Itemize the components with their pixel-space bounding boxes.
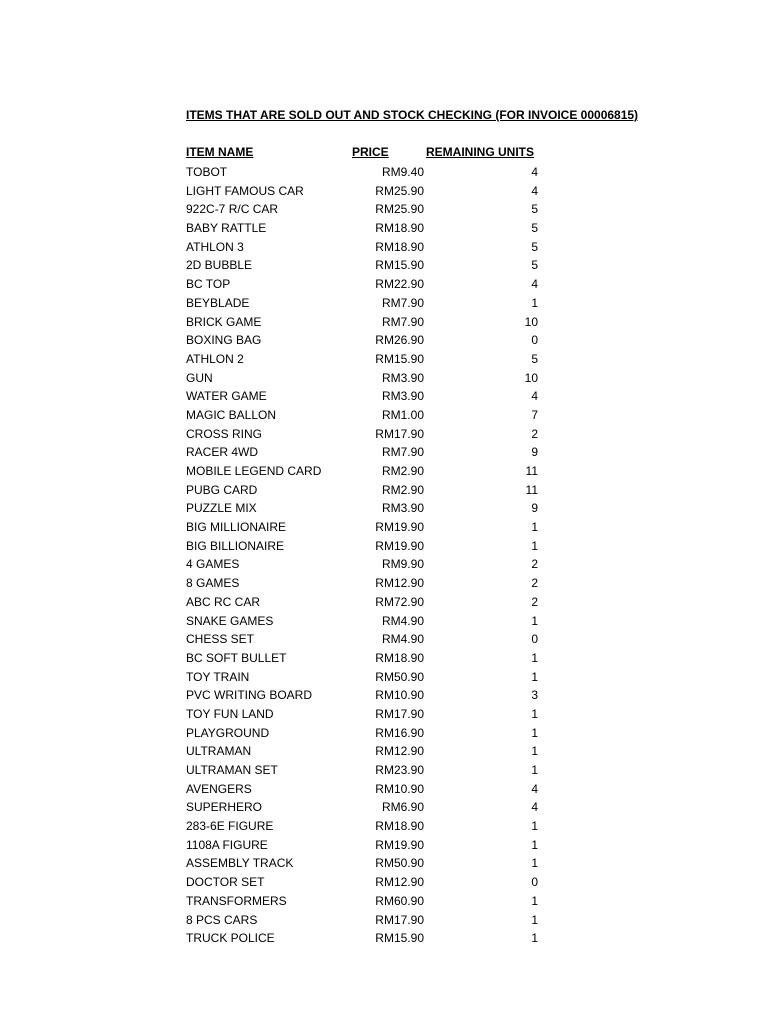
table-row xyxy=(186,612,546,631)
item-name-cell: BABY RATTLE xyxy=(186,221,267,236)
item-name-cell: SNAKE GAMES xyxy=(186,613,274,628)
price-cell: RM60.90 xyxy=(375,893,424,908)
price-cell: RM18.90 xyxy=(375,221,424,236)
price-cell: RM26.90 xyxy=(375,333,424,348)
price-cell: RM16.90 xyxy=(375,725,424,740)
table-row xyxy=(186,555,546,574)
price-cell: RM15.90 xyxy=(375,931,424,946)
price-cell: RM12.90 xyxy=(375,576,424,591)
remaining-units-cell: 5 xyxy=(531,202,538,217)
table-row xyxy=(186,836,546,855)
remaining-units-cell: 1 xyxy=(531,725,538,740)
remaining-units-cell: 1 xyxy=(531,912,538,927)
remaining-units-cell: 4 xyxy=(531,389,538,404)
remaining-units-cell: 1 xyxy=(531,669,538,684)
table-row xyxy=(186,387,546,406)
table-row xyxy=(186,574,546,593)
item-name-cell: BC TOP xyxy=(186,277,231,292)
price-cell: RM7.90 xyxy=(381,314,424,329)
document-title: ITEMS THAT ARE SOLD OUT AND STOCK CHECKING (FOR INVOICE 00006815) xyxy=(186,108,639,122)
table-row xyxy=(186,294,546,313)
price-cell: RM72.90 xyxy=(375,594,424,609)
item-name-cell: CROSS RING xyxy=(186,426,263,441)
item-name-cell: 4 GAMES xyxy=(186,557,240,572)
item-name-cell: MAGIC BALLON xyxy=(186,407,277,422)
remaining-units-cell: 5 xyxy=(531,351,538,366)
table-row xyxy=(186,256,546,275)
item-name-cell: CHESS SET xyxy=(186,632,255,647)
price-cell: RM19.90 xyxy=(375,538,424,553)
price-cell: RM12.90 xyxy=(375,875,424,890)
price-cell: RM18.90 xyxy=(375,819,424,834)
remaining-units-cell: 1 xyxy=(531,613,538,628)
price-cell: RM3.90 xyxy=(381,370,424,385)
table-row xyxy=(186,443,546,462)
remaining-units-cell: 0 xyxy=(531,632,538,647)
table-row xyxy=(186,630,546,649)
price-cell: RM19.90 xyxy=(375,520,424,535)
price-cell: RM19.90 xyxy=(375,837,424,852)
remaining-units-cell: 2 xyxy=(531,557,538,572)
item-name-cell: ATHLON 3 xyxy=(186,239,244,254)
item-name-cell: LIGHT FAMOUS CAR xyxy=(186,183,304,198)
table-header xyxy=(186,145,546,163)
price-cell: RM25.90 xyxy=(375,202,424,217)
table-row xyxy=(186,593,546,612)
item-name-cell: BIG MILLIONAIRE xyxy=(186,520,287,535)
remaining-units-cell: 1 xyxy=(531,819,538,834)
item-name-cell: TOY FUN LAND xyxy=(186,706,274,721)
remaining-units-cell: 1 xyxy=(531,706,538,721)
table-row xyxy=(186,705,546,724)
price-cell: RM22.90 xyxy=(375,277,424,292)
item-name-cell: BOXING BAG xyxy=(186,333,262,348)
table-row xyxy=(186,499,546,518)
table-row xyxy=(186,854,546,873)
item-name-cell: BIG BILLIONAIRE xyxy=(186,538,285,553)
item-name-cell: AVENGERS xyxy=(186,781,252,796)
item-name-cell: 2D BUBBLE xyxy=(186,258,253,273)
item-name-cell: ATHLON 2 xyxy=(186,351,244,366)
remaining-units-cell: 5 xyxy=(531,221,538,236)
remaining-units-cell: 0 xyxy=(531,875,538,890)
table-body xyxy=(186,163,546,948)
table-row xyxy=(186,761,546,780)
price-cell: RM4.90 xyxy=(381,632,424,647)
price-cell: RM6.90 xyxy=(381,800,424,815)
price-cell: RM15.90 xyxy=(375,258,424,273)
remaining-units-cell: 1 xyxy=(531,295,538,310)
table-row xyxy=(186,182,546,201)
remaining-units-cell: 1 xyxy=(531,744,538,759)
price-cell: RM9.40 xyxy=(381,165,424,179)
price-cell: RM17.90 xyxy=(375,706,424,721)
remaining-units-cell: 9 xyxy=(531,445,538,460)
item-name-cell: 8 GAMES xyxy=(186,576,240,591)
price-cell: RM12.90 xyxy=(375,744,424,759)
item-name-cell: SUPERHERO xyxy=(186,800,263,815)
item-name-cell: PLAYGROUND xyxy=(186,725,270,740)
table-row xyxy=(186,817,546,836)
price-cell: RM3.90 xyxy=(381,389,424,404)
item-name-cell: ABC RC CAR xyxy=(186,594,261,609)
table-row xyxy=(186,798,546,817)
remaining-units-cell: 0 xyxy=(531,333,538,348)
remaining-units-cell: 11 xyxy=(525,464,538,478)
table-row xyxy=(186,462,546,481)
remaining-units-cell: 2 xyxy=(531,426,538,441)
remaining-units-cell: 4 xyxy=(531,800,538,815)
item-name-cell: ASSEMBLY TRACK xyxy=(186,856,294,871)
price-cell: RM18.90 xyxy=(375,239,424,254)
remaining-units-cell: 1 xyxy=(531,837,538,852)
price-cell: RM7.90 xyxy=(381,445,424,460)
price-cell: RM25.90 xyxy=(375,183,424,198)
table-row xyxy=(186,892,546,911)
item-name-cell: 1108A FIGURE xyxy=(186,837,268,852)
item-name-cell: BEYBLADE xyxy=(186,295,250,310)
table-row xyxy=(186,649,546,668)
table-row xyxy=(186,780,546,799)
remaining-units-cell: 5 xyxy=(531,258,538,273)
price-cell: RM50.90 xyxy=(375,856,424,871)
remaining-units-cell: 4 xyxy=(531,277,538,292)
remaining-units-cell: 4 xyxy=(531,183,538,198)
price-cell: RM2.90 xyxy=(381,482,424,497)
item-name-cell: PUBG CARD xyxy=(186,482,258,497)
item-name-cell: PVC WRITING BOARD xyxy=(186,688,313,703)
column-header-item-name: ITEM NAME xyxy=(186,145,254,159)
table-row xyxy=(186,219,546,238)
remaining-units-cell: 1 xyxy=(531,893,538,908)
item-name-cell: 922C-7 R/C CAR xyxy=(186,202,279,217)
price-cell: RM23.90 xyxy=(375,763,424,777)
item-name-cell: PUZZLE MIX xyxy=(186,501,257,516)
price-cell: RM4.90 xyxy=(381,613,424,628)
table-row xyxy=(186,668,546,687)
remaining-units-cell: 1 xyxy=(531,538,538,553)
price-cell: RM3.90 xyxy=(381,501,424,516)
price-cell: RM2.90 xyxy=(381,464,424,478)
table-row xyxy=(186,369,546,388)
remaining-units-cell: 4 xyxy=(531,165,538,179)
item-name-cell: RACER 4WD xyxy=(186,445,259,460)
column-header-remaining-units: REMAINING UNITS xyxy=(426,145,534,159)
remaining-units-cell: 2 xyxy=(531,594,538,609)
table-row xyxy=(186,537,546,556)
remaining-units-cell: 5 xyxy=(531,239,538,254)
price-cell: RM17.90 xyxy=(375,426,424,441)
price-cell: RM7.90 xyxy=(381,295,424,310)
remaining-units-cell: 2 xyxy=(531,576,538,591)
table-row xyxy=(186,275,546,294)
table-row xyxy=(186,724,546,743)
table-row xyxy=(186,686,546,705)
table-row xyxy=(186,873,546,892)
table-row xyxy=(186,163,546,182)
remaining-units-cell: 4 xyxy=(531,781,538,796)
remaining-units-cell: 1 xyxy=(531,763,538,777)
item-name-cell: ULTRAMAN SET xyxy=(186,763,278,777)
price-cell: RM10.90 xyxy=(375,688,424,703)
item-name-cell: TOBOT xyxy=(186,165,228,179)
item-name-cell: ULTRAMAN xyxy=(186,744,252,759)
table-row xyxy=(186,742,546,761)
price-cell: RM18.90 xyxy=(375,650,424,665)
table-row xyxy=(186,350,546,369)
price-cell: RM1.00 xyxy=(381,407,424,422)
item-name-cell: 283-6E FIGURE xyxy=(186,819,274,834)
column-header-price: PRICE xyxy=(352,145,389,159)
item-name-cell: WATER GAME xyxy=(186,389,267,404)
price-cell: RM17.90 xyxy=(375,912,424,927)
table-row xyxy=(186,518,546,537)
table-row xyxy=(186,911,546,930)
remaining-units-cell: 10 xyxy=(524,370,538,385)
price-cell: RM50.90 xyxy=(375,669,424,684)
item-name-cell: BRICK GAME xyxy=(186,314,262,329)
item-name-cell: TRANSFORMERS xyxy=(186,893,287,908)
remaining-units-cell: 1 xyxy=(531,856,538,871)
remaining-units-cell: 9 xyxy=(531,501,538,516)
item-name-cell: GUN xyxy=(186,370,213,385)
price-cell: RM15.90 xyxy=(375,351,424,366)
item-name-cell: BC SOFT BULLET xyxy=(186,650,287,665)
item-name-cell: MOBILE LEGEND CARD xyxy=(186,464,322,478)
item-name-cell: DOCTOR SET xyxy=(186,875,265,890)
table-row xyxy=(186,331,546,350)
remaining-units-cell: 7 xyxy=(531,407,538,422)
price-cell: RM9.90 xyxy=(381,557,424,572)
item-name-cell: TOY TRAIN xyxy=(186,669,250,684)
table-row xyxy=(186,425,546,444)
item-name-cell: TRUCK POLICE xyxy=(186,931,275,946)
remaining-units-cell: 1 xyxy=(531,650,538,665)
remaining-units-cell: 1 xyxy=(531,520,538,535)
table-row xyxy=(186,406,546,425)
item-name-cell: 8 PCS CARS xyxy=(186,912,258,927)
remaining-units-cell: 11 xyxy=(525,482,538,497)
remaining-units-cell: 1 xyxy=(531,931,538,946)
table-row xyxy=(186,238,546,257)
price-cell: RM10.90 xyxy=(375,781,424,796)
table-row xyxy=(186,929,546,948)
remaining-units-cell: 10 xyxy=(524,314,538,329)
table-row xyxy=(186,481,546,500)
table-row xyxy=(186,200,546,219)
table-row xyxy=(186,313,546,332)
remaining-units-cell: 3 xyxy=(531,688,538,703)
